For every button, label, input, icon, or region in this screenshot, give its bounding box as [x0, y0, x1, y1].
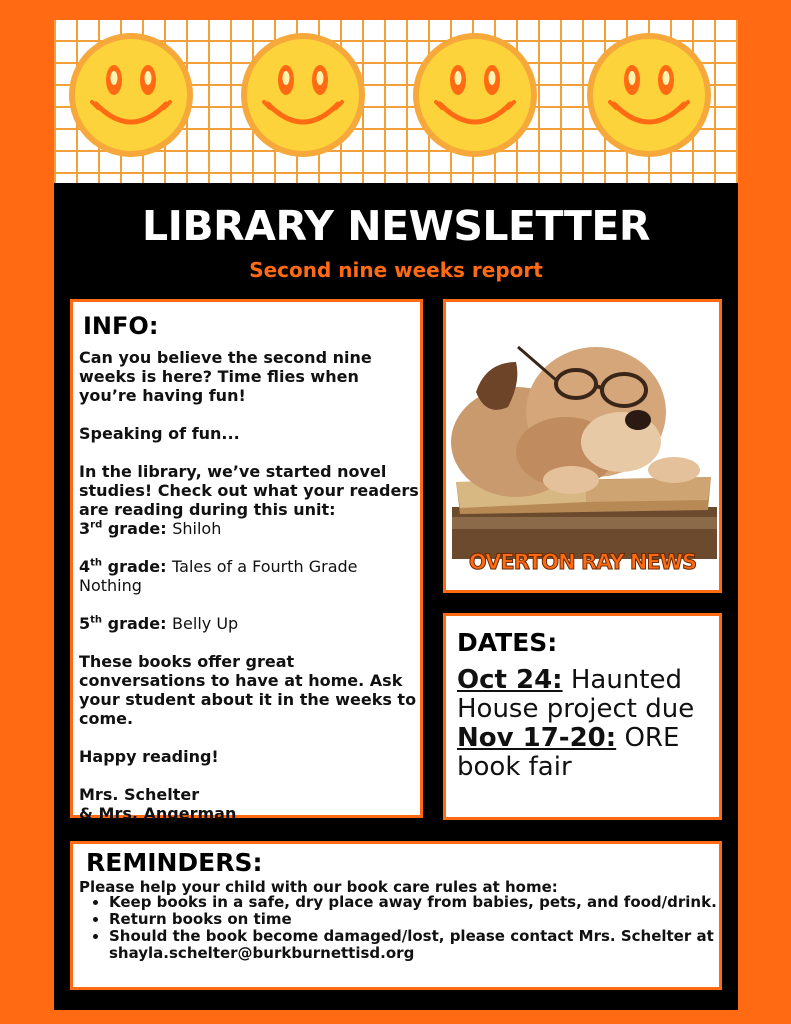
- dates-body: [457, 666, 717, 782]
- dates-panel: [443, 613, 722, 820]
- date-label: Oct 24:: [457, 665, 563, 695]
- list-item: • Should the book become damaged/lost, please contact Mrs. Schelter at shayla.schelter@burkburnettisd.org: [109, 928, 749, 962]
- info-happy-reading: Happy reading!: [79, 747, 219, 766]
- reminders-panel: [70, 841, 722, 990]
- date-label: Nov 17-20:: [457, 723, 617, 753]
- date-entry: [457, 724, 717, 782]
- newsletter-title: LIBRARY NEWSLETTER: [142, 202, 650, 250]
- signature-line: & Mrs. Angerman: [79, 804, 237, 823]
- grade-line: 4th grade: Tales of a Fourth Grade Nothing: [79, 557, 358, 595]
- info-body: [79, 348, 419, 823]
- date-event: ORE book fair: [457, 723, 680, 782]
- reminders-intro: Please help your child with our book care rules at home:: [79, 878, 558, 896]
- info-intro: Can you believe the second nine weeks is here? Time flies when you’re having fun!: [79, 348, 372, 405]
- smiley-face-icon: [240, 32, 366, 158]
- grade-line: 3rd grade: Shiloh: [79, 519, 222, 538]
- grade-line: 5th grade: Belly Up: [79, 614, 239, 633]
- newsletter-frame: [54, 20, 738, 1010]
- signature-line: Mrs. Schelter: [79, 785, 200, 804]
- date-entry: [457, 666, 717, 724]
- dates-heading: DATES:: [457, 628, 558, 657]
- reminders-heading: REMINDERS:: [86, 848, 263, 877]
- smiley-face-icon: [68, 32, 194, 158]
- grade-book: Belly Up: [172, 614, 239, 633]
- photo-panel: [443, 299, 722, 593]
- info-panel: [70, 299, 423, 823]
- grade-book: Shiloh: [172, 519, 222, 538]
- list-item: • Keep books in a safe, dry place away from babies, pets, and food/drink.: [109, 894, 749, 911]
- smiley-face-icon: [586, 32, 712, 158]
- list-item: • Return books on time: [109, 911, 749, 928]
- info-books-offer: These books offer great conversations to have at home. Ask your student about it in the weeks to come.: [79, 652, 417, 728]
- smiley-face-icon: [412, 32, 538, 158]
- info-fun: Speaking of fun...: [79, 424, 240, 443]
- info-heading: INFO:: [83, 312, 159, 340]
- header-grid-banner: [54, 20, 738, 183]
- reminders-list: [79, 894, 749, 962]
- newsletter-subtitle: Second nine weeks report: [249, 258, 543, 282]
- grade-book: Tales of a Fourth Grade Nothing: [79, 557, 358, 595]
- date-event: Haunted House project due: [457, 665, 695, 724]
- photo-caption: OVERTON RAY NEWS: [468, 550, 697, 574]
- dog-with-glasses-image: [446, 302, 719, 590]
- info-novel-studies: In the library, we’ve started novel studies! Check out what your readers are reading during this unit:: [79, 462, 419, 519]
